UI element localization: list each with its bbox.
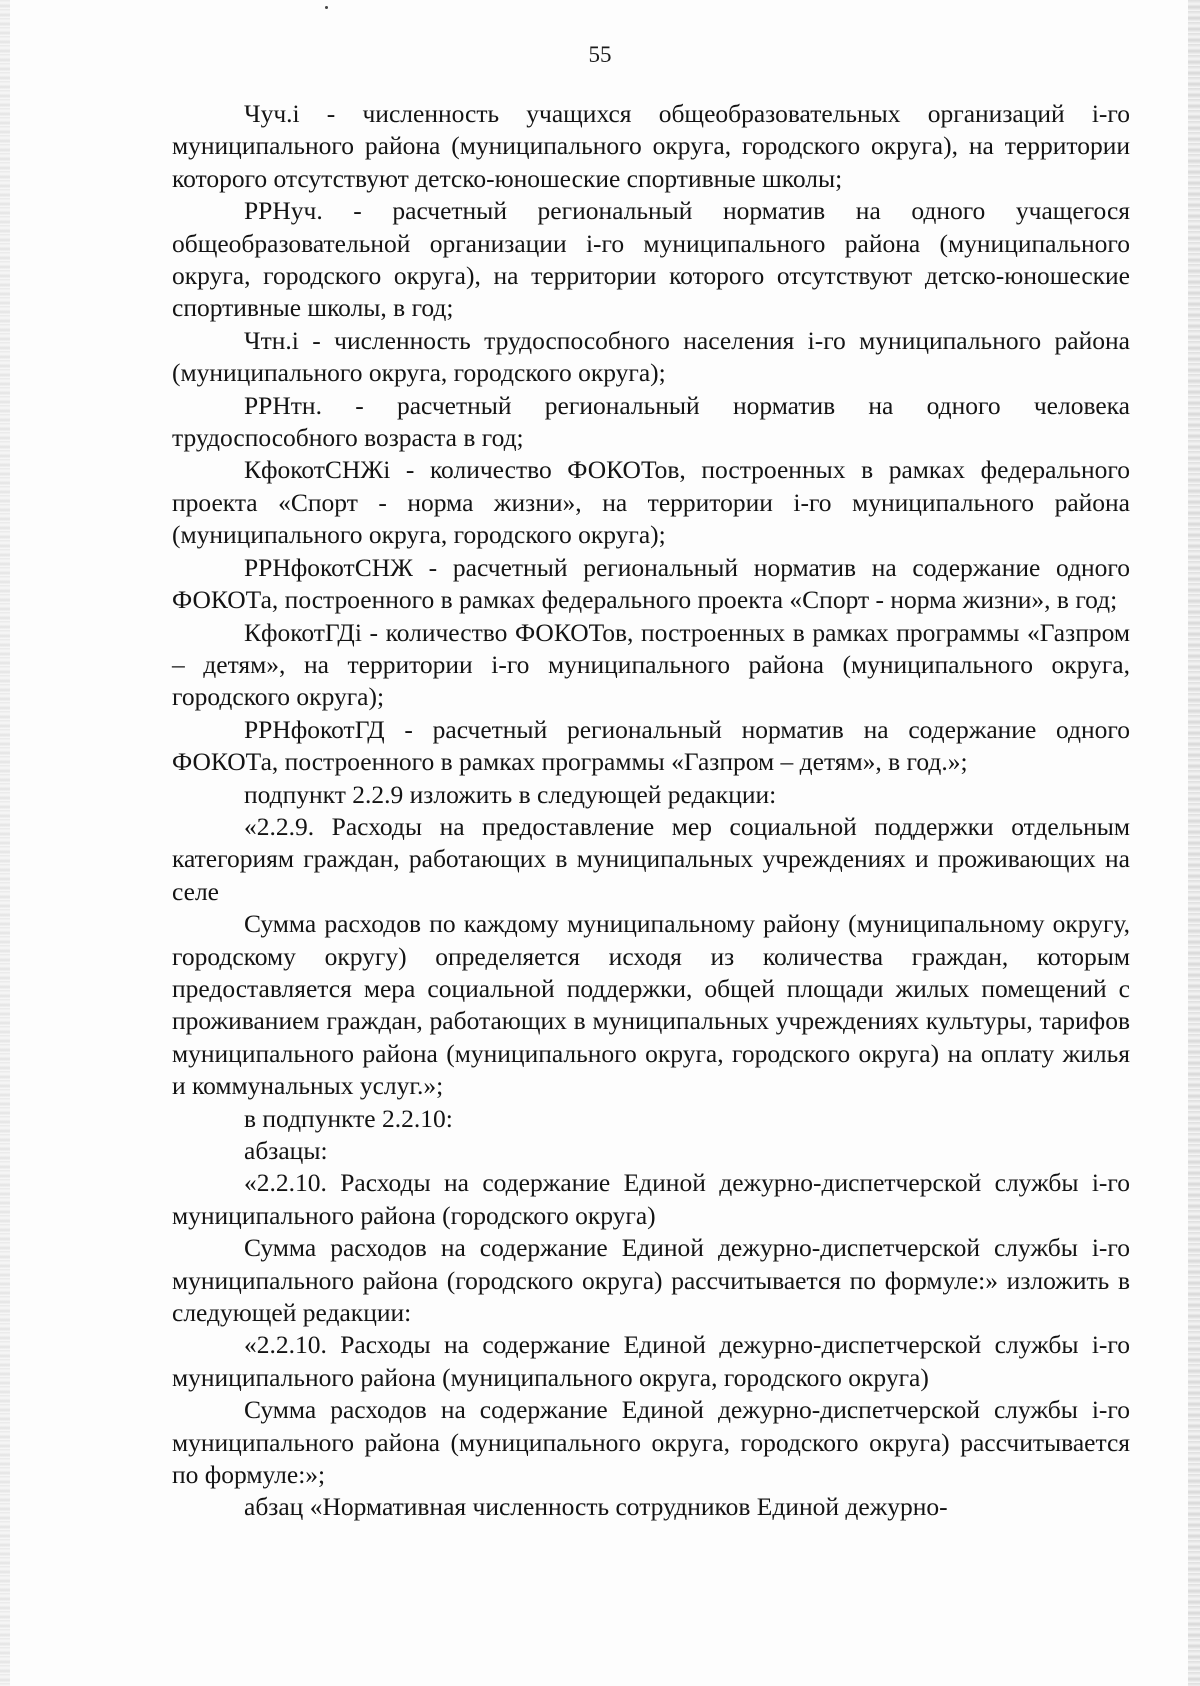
- paragraph-kfokot-gd: КфокотГДi - количество ФОКОТов, построенных в рамках программы «Газпром – детям», на территории i-го муниципального района (муниципального округа, городского округа);: [172, 617, 1130, 712]
- paragraph-clause-2-2-10-new-body: Сумма расходов на содержание Единой дежурно-диспетчерской службы i-го муниципального района (муниципального округа, городского округа) рассчитывается по формуле:»;: [172, 1395, 1130, 1490]
- scan-speck: [325, 6, 328, 9]
- paragraph-clause-2-2-9-body: Сумма расходов по каждому муниципальному району (муниципальному округу, городскому округу) определяется исходя из количества граждан, которым предоставляется мера социальной поддержки, общей площади жилых помещений с проживанием граждан, работающих в муниципальных учреждениях культуры, тарифов муниципального района (муниципального округа, городского округа) на оплату жилья и коммунальных услуг.»;: [172, 909, 1130, 1101]
- paragraph-clause-2-2-10-old-body: Сумма расходов на содержание Единой дежурно-диспетчерской службы i-го муниципального района (городского округа) рассчитывается по формуле:» изложить в следующей редакции:: [172, 1233, 1130, 1328]
- document-body: [172, 98, 1130, 1524]
- paragraph-clause-2-2-9-title: «2.2.9. Расходы на предоставление мер социальной поддержки отдельным категориям граждан, работающих в муниципальных учреждениях и проживающих на селе: [172, 811, 1130, 906]
- paragraph-chuch: Чуч.i - численность учащихся общеобразовательных организаций i-го муниципального района (муниципального округа, городского округа), на территории которого отсутствуют детско-юношеские спортивные школы;: [172, 99, 1130, 193]
- page-number: 55: [588, 42, 612, 67]
- paragraph-clause-2-2-10-old-title: «2.2.10. Расходы на содержание Единой дежурно-диспетчерской службы i-го муниципального района (городского округа): [172, 1168, 1130, 1230]
- paragraph-rrnfokot-snzh: РРНфокотСНЖ - расчетный региональный норматив на содержание одного ФОКОТа, построенного в рамках федерального проекта «Спорт - норма жизни», в год;: [172, 552, 1130, 615]
- paragraph-abzac-normative: абзац «Нормативная численность сотрудников Единой дежурно-: [244, 1492, 948, 1522]
- paragraph-rrnuch: РРНуч. - расчетный региональный норматив на одного учащегося общеобразовательной организации i-го муниципального района (муниципального округа, городского округа), на территории которого отсутствуют детско-юношеские спортивные школы, в год;: [172, 196, 1130, 323]
- scan-edge-right: [1188, 0, 1200, 1686]
- paragraph-chtn: Чтн.i - численность трудоспособного населения i-го муниципального района (муниципального округа, городского округа);: [172, 325, 1130, 388]
- scan-edge-left: [0, 0, 10, 1686]
- paragraph-kfokot-snzh: КфокотСНЖi - количество ФОКОТов, построенных в рамках федерального проекта «Спорт - норма жизни», на территории i-го муниципального района (муниципального округа, городского округа);: [172, 455, 1130, 550]
- paragraph-subclause-2-2-9-intro: подпункт 2.2.9 изложить в следующей редакции:: [244, 779, 777, 809]
- paragraph-subclause-2-2-10-intro: в подпункте 2.2.10:: [244, 1103, 453, 1133]
- paragraph-rrntn: РРНтн. - расчетный региональный норматив на одного человека трудоспособного возраста в год;: [172, 390, 1130, 453]
- paragraph-abzacy: абзацы:: [244, 1136, 328, 1165]
- paragraph-rrnfokot-gd: РРНфокотГД - расчетный региональный норматив на содержание одного ФОКОТа, построенного в рамках программы «Газпром – детям», в год.»;: [172, 714, 1130, 777]
- paragraph-clause-2-2-10-new-title: «2.2.10. Расходы на содержание Единой дежурно-диспетчерской службы i-го муниципального района (муниципального округа, городского округа): [172, 1330, 1130, 1392]
